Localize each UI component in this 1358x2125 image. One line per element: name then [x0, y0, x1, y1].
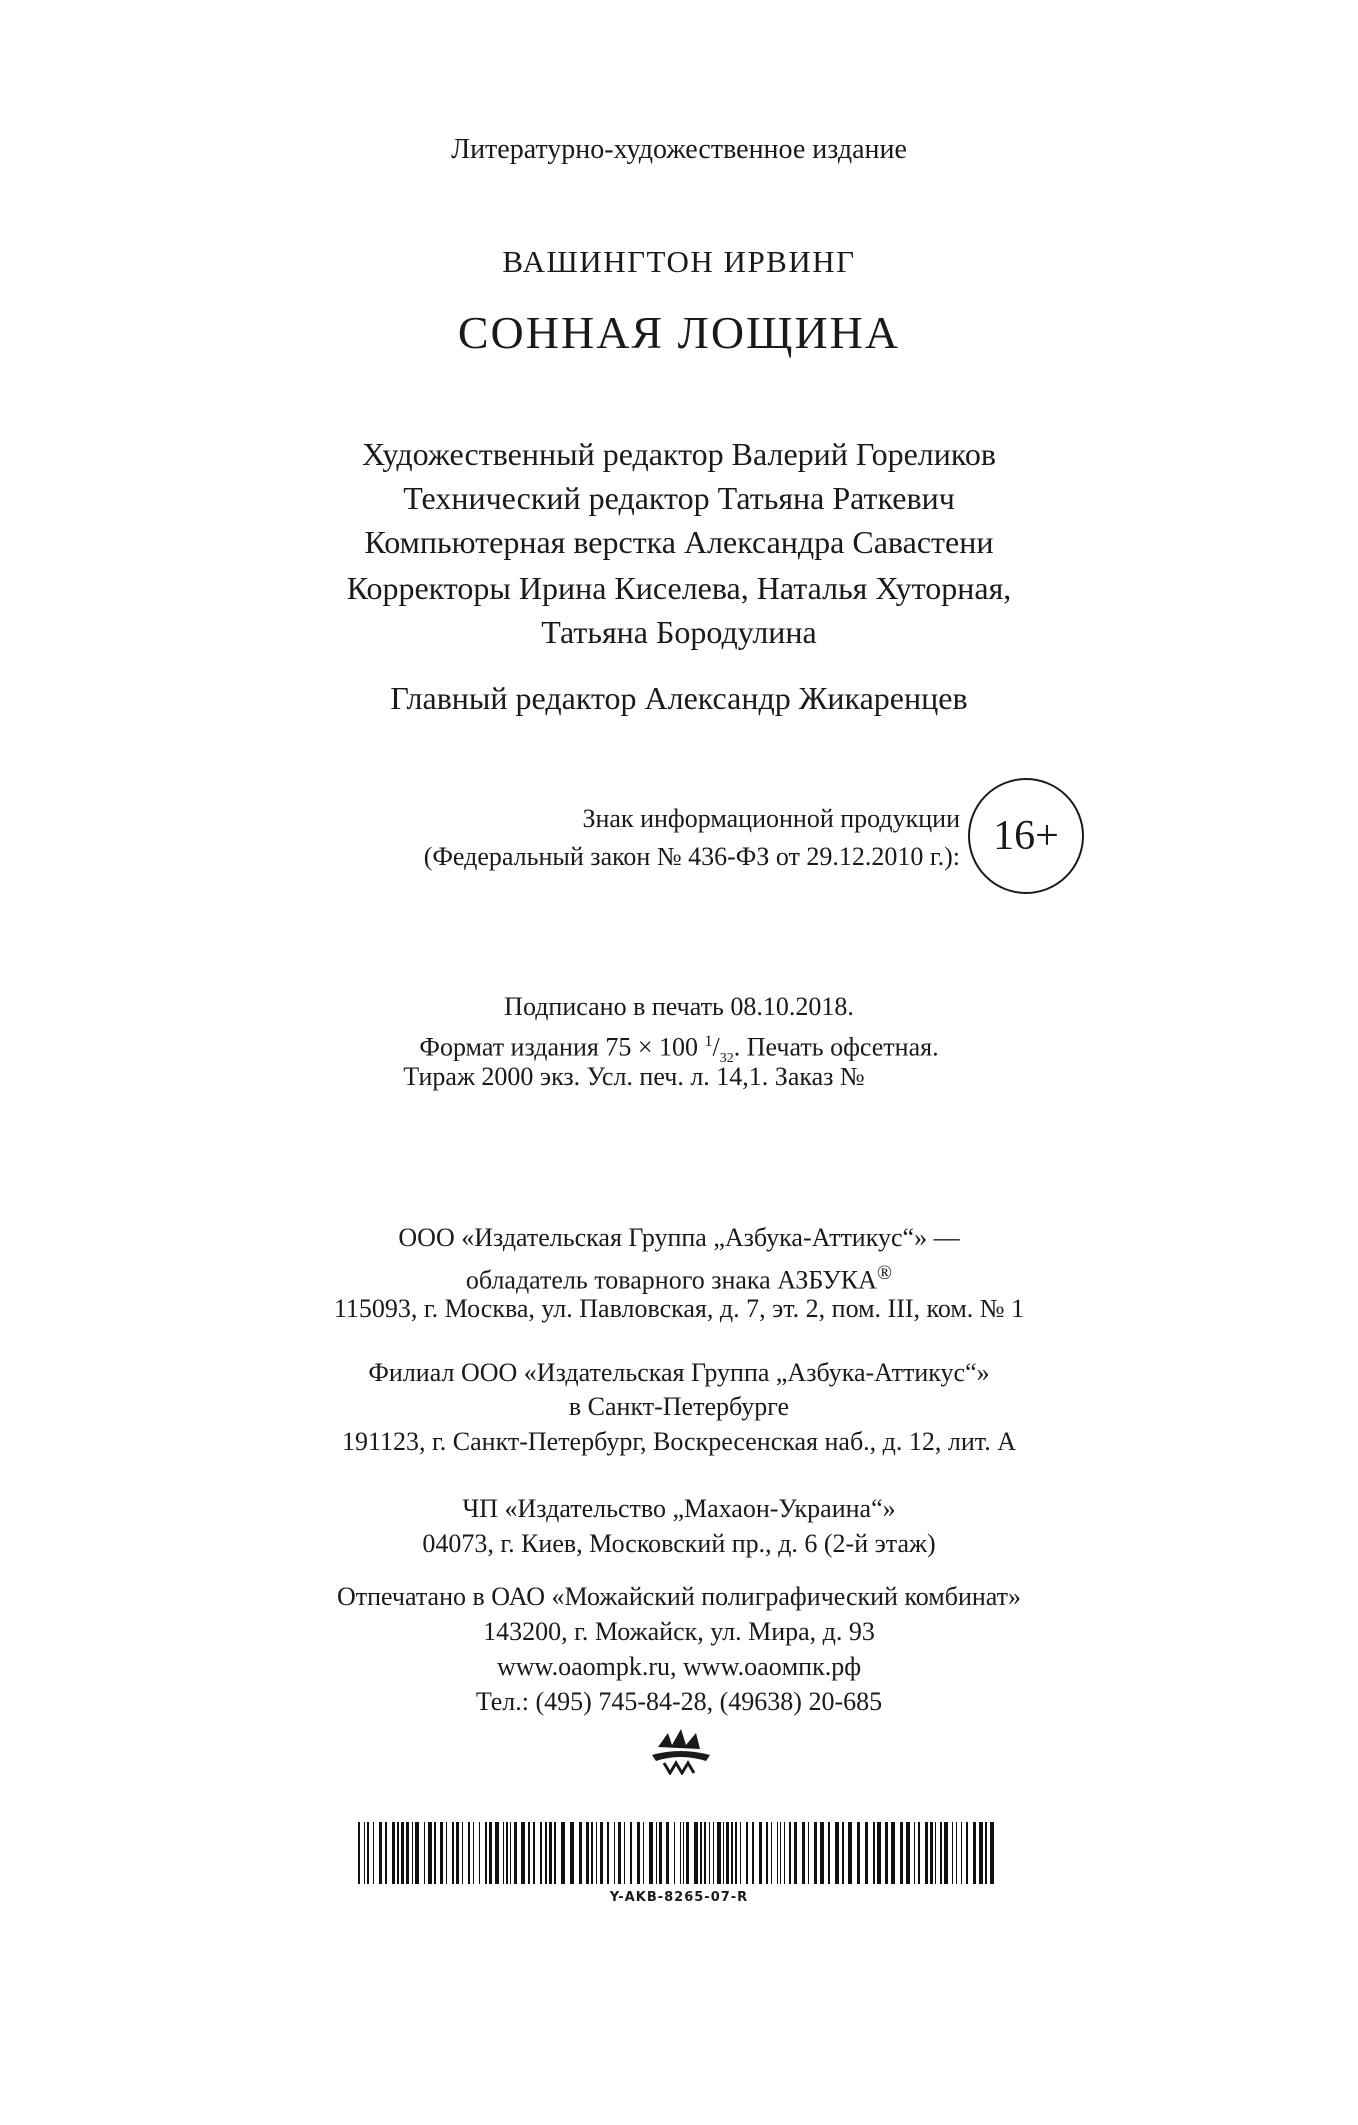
barcode-bar — [952, 1822, 953, 1884]
age-rating-label — [280, 800, 960, 876]
barcode-bar — [935, 1822, 936, 1884]
barcode-bar — [686, 1822, 689, 1884]
barcode-bar — [656, 1822, 657, 1884]
barcode-bar — [514, 1822, 517, 1884]
barcode-bar — [925, 1822, 928, 1884]
barcode-bar — [479, 1822, 480, 1884]
barcode-bar — [468, 1822, 470, 1884]
barcode-bar — [364, 1822, 365, 1884]
barcode-bar — [452, 1822, 454, 1884]
barcode-bar — [877, 1822, 881, 1884]
print-run: Тираж 2000 экз. Усл. печ. л. 14,1. Заказ № — [403, 1062, 865, 1091]
barcode-bar — [528, 1822, 530, 1884]
barcode-bar — [735, 1822, 737, 1884]
barcode-bar — [857, 1822, 860, 1884]
barcode-bar — [680, 1822, 681, 1884]
barcode-bar — [489, 1822, 492, 1884]
barcode-bar — [570, 1822, 574, 1884]
technical-editor: Технический редактор Татьяна Раткевич — [403, 480, 955, 516]
age-rating-badge: 16+ — [968, 778, 1084, 894]
print-signed-date: Подписано в печать 08.10.2018. — [504, 992, 854, 1021]
barcode-bar — [367, 1822, 369, 1884]
barcode-bar — [456, 1822, 459, 1884]
age-rating-label-line2: (Федеральный закон № 436-ФЗ от 29.12.2010 г.): — [423, 842, 960, 871]
barcode-bar — [618, 1822, 621, 1884]
barcode-bar — [495, 1822, 499, 1884]
barcode-bar — [979, 1822, 983, 1884]
barcode-bar — [614, 1822, 615, 1884]
edition-type: Литературно-художественное издание — [451, 134, 907, 165]
barcode-bar — [828, 1822, 830, 1884]
print-format-prefix: Формат издания 75 × 100 — [419, 1032, 705, 1062]
barcode-bar — [385, 1822, 387, 1884]
barcode-bar — [521, 1822, 525, 1884]
barcode-bar — [596, 1822, 597, 1884]
barcode-bar — [940, 1822, 942, 1884]
ukraine-address: 04073, г. Киев, Московский пр., д. 6 (2-й этаж) — [422, 1529, 936, 1558]
barcode-bar — [510, 1822, 511, 1884]
barcode-bar — [503, 1822, 504, 1884]
barcode-bar — [780, 1822, 781, 1884]
barcode-bar — [842, 1822, 844, 1884]
barcode-bar — [358, 1822, 360, 1884]
barcode-bar — [906, 1822, 910, 1884]
proofreaders-line2: Татьяна Бородулина — [541, 614, 817, 650]
barcode-bar — [794, 1822, 797, 1884]
barcode-bar — [814, 1822, 817, 1884]
barcode-bar — [533, 1822, 535, 1884]
barcode-bar — [473, 1822, 474, 1884]
barcode-bar — [789, 1822, 791, 1884]
barcode-bar — [713, 1822, 714, 1884]
barcode-bar — [723, 1822, 724, 1884]
barcode-bar — [835, 1822, 839, 1884]
barcode-bar — [700, 1822, 702, 1884]
barcode-bar — [545, 1822, 547, 1884]
print-format: Формат издания 75 × 100 $^1/_{32}$. Печать офсетная. — [419, 1032, 939, 1066]
barcode-icon — [358, 1822, 1002, 1884]
publisher-line1: ООО «Издательская Группа „Азбука-Аттикус“» — — [398, 1223, 960, 1252]
barcode-bar — [485, 1822, 487, 1884]
barcode-bar — [717, 1822, 721, 1884]
barcode-bar — [694, 1822, 698, 1884]
barcode-bar — [784, 1822, 785, 1884]
barcode-bar — [885, 1822, 888, 1884]
barcode-bar — [766, 1822, 768, 1884]
barcode-bar — [914, 1822, 915, 1884]
barcode-bar — [406, 1822, 409, 1884]
barcode-code: Y-AKB-8265-07-R — [609, 1890, 749, 1905]
barcode-bar — [808, 1822, 809, 1884]
barcode-bar — [446, 1822, 447, 1884]
branch-line2: в Санкт-Петербурге — [568, 1392, 790, 1421]
barcode-bar — [624, 1822, 625, 1884]
barcode-bar — [649, 1822, 653, 1884]
barcode-bar — [865, 1822, 868, 1884]
barcode-bar — [848, 1822, 852, 1884]
barcode-bar — [944, 1822, 948, 1884]
printer-name: Отпечатано в ОАО «Можайский полиграфический комбинат» — [336, 1582, 1022, 1611]
barcode-bar — [397, 1822, 399, 1884]
print-format-suffix: . Печать офсетная. — [733, 1032, 939, 1062]
barcode-bar — [731, 1822, 733, 1884]
barcode-bar — [401, 1822, 404, 1884]
barcode-bar — [440, 1822, 443, 1884]
publisher-trademark-text: обладатель товарного знака АЗБУКА — [465, 1265, 877, 1295]
barcode-bar — [900, 1822, 903, 1884]
barcode-bar — [373, 1822, 374, 1884]
barcode-bar — [930, 1822, 933, 1884]
barcode-bar — [726, 1822, 729, 1884]
branch-line1: Филиал ООО «Издательская Группа „Азбука-Аттикус“» — [368, 1358, 990, 1387]
barcode-bar — [643, 1822, 644, 1884]
registered-mark-icon: ® — [876, 1262, 893, 1284]
barcode-bar — [434, 1822, 436, 1884]
fraction-denominator: 32 — [719, 1050, 734, 1066]
barcode-bar — [802, 1822, 805, 1884]
barcode-bar — [586, 1822, 589, 1884]
branch-address: 191123, г. Санкт-Петербург, Воскресенская наб., д. 12, лит. А — [342, 1427, 1016, 1456]
printer-phone: Тел.: (495) 745-84-28, (49638) 20-685 — [475, 1687, 883, 1716]
barcode-bar — [990, 1822, 994, 1884]
barcode-bar — [709, 1822, 710, 1884]
barcode-bar — [820, 1822, 824, 1884]
barcode-bar — [891, 1822, 895, 1884]
barcode-bar — [549, 1822, 552, 1884]
barcode-bar — [752, 1822, 754, 1884]
barcode-bar — [600, 1822, 603, 1884]
art-editor: Художественный редактор Валерий Гореликов — [362, 436, 996, 472]
barcode-bar — [956, 1822, 957, 1884]
age-rating-label-line1: Знак информационной продукции — [582, 804, 960, 833]
barcode-bar — [579, 1822, 582, 1884]
barcode-bar — [683, 1822, 684, 1884]
chief-editor: Главный редактор Александр Жикаренцев — [390, 680, 968, 716]
layout-credit: Компьютерная верстка Александра Савастени — [364, 524, 994, 560]
barcode-bar — [607, 1822, 609, 1884]
barcode-bar — [666, 1822, 669, 1884]
barcode-bar — [637, 1822, 640, 1884]
barcode-bar — [428, 1822, 432, 1884]
printing-house-logo-icon — [650, 1725, 712, 1775]
barcode-bar — [918, 1822, 920, 1884]
barcode-bar — [759, 1822, 762, 1884]
barcode-bar — [973, 1822, 976, 1884]
barcode-bar — [740, 1822, 741, 1884]
barcode-bar — [412, 1822, 413, 1884]
barcode-bar — [659, 1822, 662, 1884]
barcode-bar — [630, 1822, 632, 1884]
publisher-address: 115093, г. Москва, ул. Павловская, д. 7, эт. 2, пом. III, ком. № 1 — [333, 1294, 1025, 1323]
barcode-bar — [704, 1822, 706, 1884]
barcode-bar — [746, 1822, 748, 1884]
barcode-bar — [961, 1822, 962, 1884]
barcode-bar — [771, 1822, 772, 1884]
barcode-bar — [873, 1822, 875, 1884]
printer-websites: www.oaompk.ru, www.oaoмпк.рф — [496, 1652, 862, 1681]
barcode-bar — [674, 1822, 675, 1884]
barcode-bar — [424, 1822, 425, 1884]
barcode-bar — [540, 1822, 542, 1884]
barcode-bar — [506, 1822, 508, 1884]
book-author: ВАШИНГТОН ИРВИНГ — [502, 244, 856, 279]
barcode-bar — [462, 1822, 463, 1884]
barcode-bar — [379, 1822, 382, 1884]
barcode-bar — [415, 1822, 419, 1884]
ukraine-publisher: ЧП «Издательство „Махаон-Украина“» — [462, 1494, 896, 1523]
barcode-bar — [554, 1822, 556, 1884]
barcode-bar — [777, 1822, 778, 1884]
barcode-bar — [392, 1822, 395, 1884]
proofreaders-line1: Корректоры Ирина Киселева, Наталья Хуторная, — [346, 570, 1012, 606]
fraction-numerator: 1 — [704, 1033, 713, 1050]
barcode-bar — [561, 1822, 565, 1884]
barcode-bar — [966, 1822, 968, 1884]
printer-address: 143200, г. Можайск, ул. Мира, д. 93 — [483, 1617, 875, 1646]
barcode-bar — [985, 1822, 987, 1884]
barcode-bar — [591, 1822, 593, 1884]
book-title: СОННАЯ ЛОЩИНА — [457, 307, 901, 358]
